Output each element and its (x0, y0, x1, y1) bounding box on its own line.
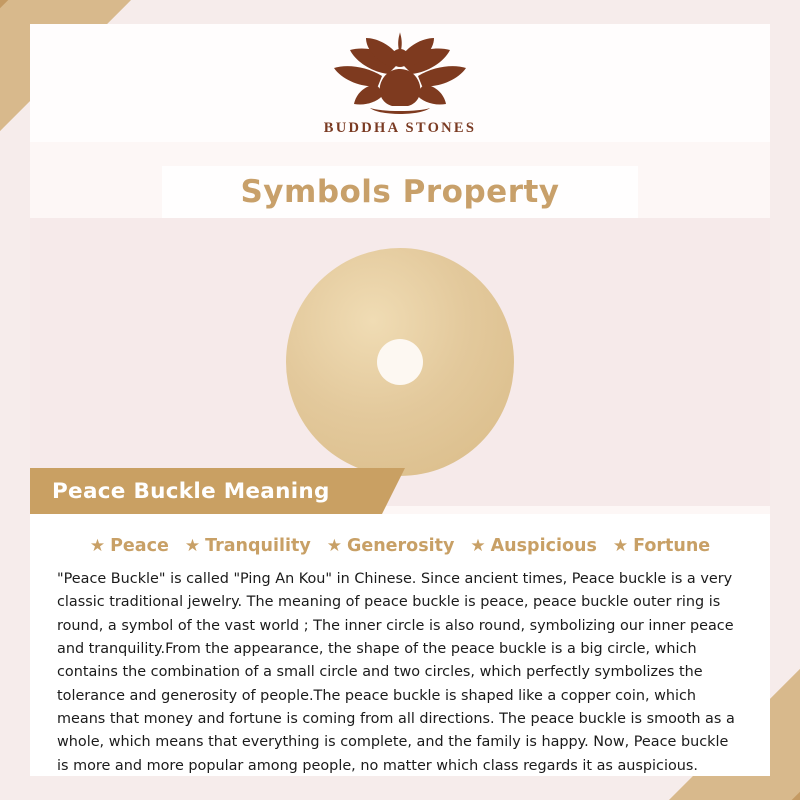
brand-name: BUDDHA STONES (323, 120, 477, 136)
star-icon: ★ (184, 535, 201, 556)
description-paragraph: "Peace Buckle" is called "Ping An Kou" in Chinese. Since ancient times, Peace buckle is a very classic traditional jewelry. The meaning of peace buckle is peace, peace buckle outer ring is round, a symbol of the vast world ; The inner circle is also round, symbolizing our inner peace and tranquility.From the appearance, the shape of the peace buckle is a big circle, which contains the combination of a small circle and two circles, which perfectly symbolizes the tolerance and generosity of people.The peace buckle is shaped like a copper coin, which means that money and fortune is coming from all directions. The peace buckle is smooth as a whole, which means that everything is complete, and the family is happy. Now, Peace buckle is more and more popular among people, no matter which class regards it as auspicious. (57, 571, 735, 774)
keyword-item (613, 536, 710, 556)
keyword-label: Peace (110, 536, 169, 556)
brand-header (30, 24, 770, 142)
keyword-item (470, 536, 596, 556)
star-icon: ★ (470, 535, 486, 556)
keyword-label: Tranquility (205, 536, 311, 556)
page-title-band (162, 166, 638, 218)
keyword-label: Auspicious (490, 536, 597, 556)
content-panel (30, 24, 770, 776)
disc-inner-hole (377, 339, 423, 385)
section-ribbon (30, 468, 382, 514)
star-icon: ★ (612, 535, 629, 556)
description-zone (30, 514, 770, 776)
keyword-list (57, 536, 743, 556)
keyword-item (327, 536, 455, 556)
peace-buckle-disc-icon (286, 248, 514, 476)
star-icon: ★ (326, 535, 342, 556)
lotus-meditation-icon (320, 32, 480, 118)
star-icon: ★ (89, 535, 106, 556)
page-title: Symbols Property (240, 174, 560, 210)
keyword-label: Generosity (346, 536, 455, 556)
section-ribbon-label: Peace Buckle Meaning (52, 478, 330, 504)
keyword-item (185, 536, 311, 556)
keyword-label: Fortune (633, 536, 711, 556)
ribbon-notch-shape (382, 468, 405, 514)
illustration-zone (30, 218, 770, 506)
keyword-item (90, 536, 169, 556)
